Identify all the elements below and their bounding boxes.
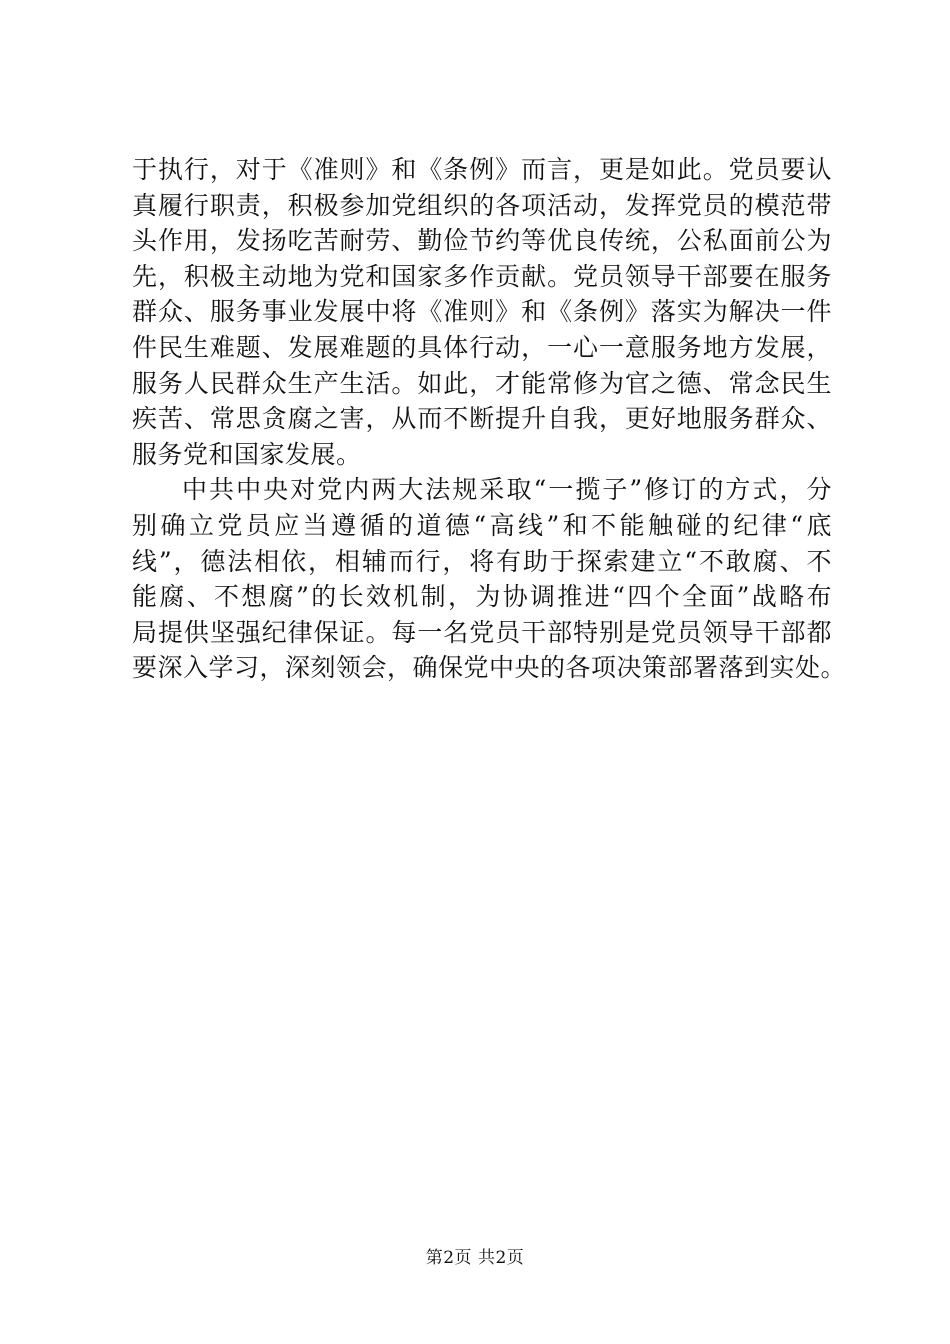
paragraph-2 [132,472,847,686]
text-line: 别确立党员应当遵循的道德“高线”和不能触碰的纪律“底 [132,510,832,540]
document-body [132,152,847,686]
text-line: 能腐、不想腐”的长效机制，为协调推进“四个全面”战略布 [132,582,832,612]
text-line: 真履行职责，积极参加党组织的各项活动，发挥党员的模范带 [132,190,832,220]
text-line: 要深入学习，深刻领会，确保党中央的各项决策部署落到实处。 [132,653,847,683]
text-line: 服务人民群众生产生活。如此，才能常修为官之德、常念民生 [132,368,832,398]
text-line: 头作用，发扬吃苦耐劳、勤俭节约等优良传统，公私面前公为 [132,226,832,256]
text-line: 先，积极主动地为党和国家多作贡献。党员领导干部要在服务 [132,261,832,291]
paragraph-1 [132,152,832,472]
text-line: 件民生难题、发展难题的具体行动，一心一意服务地方发展， [132,332,832,362]
text-line: 于执行，对于《准则》和《条例》而言，更是如此。党员要认 [132,155,832,184]
text-line: 中共中央对党内两大法规采取“一揽子”修订的方式，分 [182,475,832,505]
page-number-footer: 第2页 共2页 [425,1248,525,1268]
text-line: 局提供坚强纪律保证。每一名党员干部特别是党员领导干部都 [132,617,832,647]
text-line: 服务党和国家发展。 [132,439,362,469]
text-line: 群众、服务事业发展中将《准则》和《条例》落实为解决一件 [132,297,832,327]
text-line: 疾苦、常思贪腐之害，从而不断提升自我，更好地服务群众、 [132,404,832,434]
text-line: 线”，德法相依，相辅而行，将有助于探索建立“不敢腐、不 [132,546,832,576]
